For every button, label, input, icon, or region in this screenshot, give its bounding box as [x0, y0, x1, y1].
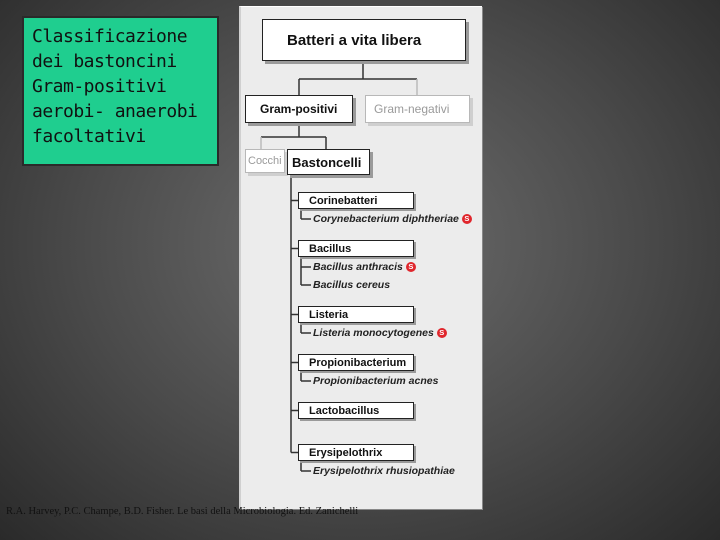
gram-positive-box	[245, 95, 353, 123]
gram-negative-box	[365, 95, 470, 123]
bastoncelli-label: Bastoncelli	[292, 154, 362, 170]
genus-box	[298, 444, 414, 461]
species-label: Corynebacterium diphtheriae	[313, 212, 459, 225]
cocchi-label: Cocchi	[248, 155, 282, 167]
diagram-connectors	[241, 7, 482, 509]
title-line: aerobi- anaerobi	[32, 101, 198, 122]
source-credit: R.A. Harvey, P.C. Champe, B.D. Fisher. Le basi della Microbiologia. Ed. Zanichelli	[6, 506, 359, 517]
species-label: Bacillus anthracis	[313, 260, 403, 273]
bastoncelli-box	[287, 149, 370, 175]
title-line: dei bastoncini	[32, 51, 177, 72]
pathogen-badge-icon: S	[437, 328, 447, 338]
genus-box	[298, 240, 414, 257]
species-label: Propionibacterium acnes	[313, 374, 439, 387]
species-item	[313, 325, 447, 340]
species-item	[313, 277, 390, 292]
genus-box	[298, 192, 414, 209]
genus-label: Bacillus	[309, 242, 352, 255]
gram-negative-label: Gram-negativi	[374, 102, 450, 116]
species-item	[313, 463, 455, 478]
gram-positive-label: Gram-positivi	[260, 102, 338, 116]
genus-label: Erysipelothrix	[309, 446, 383, 459]
root-box	[262, 19, 466, 61]
cocchi-box	[245, 149, 285, 173]
species-label: Erysipelothrix rhusiopathiae	[313, 464, 455, 477]
genus-label: Corinebatteri	[309, 194, 378, 207]
genus-box	[298, 354, 414, 371]
root-label: Batteri a vita libera	[287, 31, 422, 49]
pathogen-badge-icon: S	[406, 262, 416, 272]
genus-label: Lactobacillus	[309, 404, 380, 417]
genus-label: Listeria	[309, 308, 349, 321]
genus-label: Propionibacterium	[309, 356, 407, 369]
title-line: Gram-positivi	[32, 76, 167, 97]
title-box	[22, 16, 219, 166]
species-item	[313, 373, 438, 388]
species-label: Listeria monocytogenes	[313, 326, 434, 339]
genus-box	[298, 306, 414, 323]
classification-diagram	[239, 6, 482, 509]
title-line: Classificazione	[32, 26, 188, 47]
pathogen-badge-icon: S	[462, 214, 472, 224]
species-item	[313, 211, 472, 226]
title-line: facoltativi	[32, 126, 146, 147]
genus-box	[298, 402, 414, 419]
species-label: Bacillus cereus	[313, 278, 391, 291]
species-item	[313, 259, 416, 274]
